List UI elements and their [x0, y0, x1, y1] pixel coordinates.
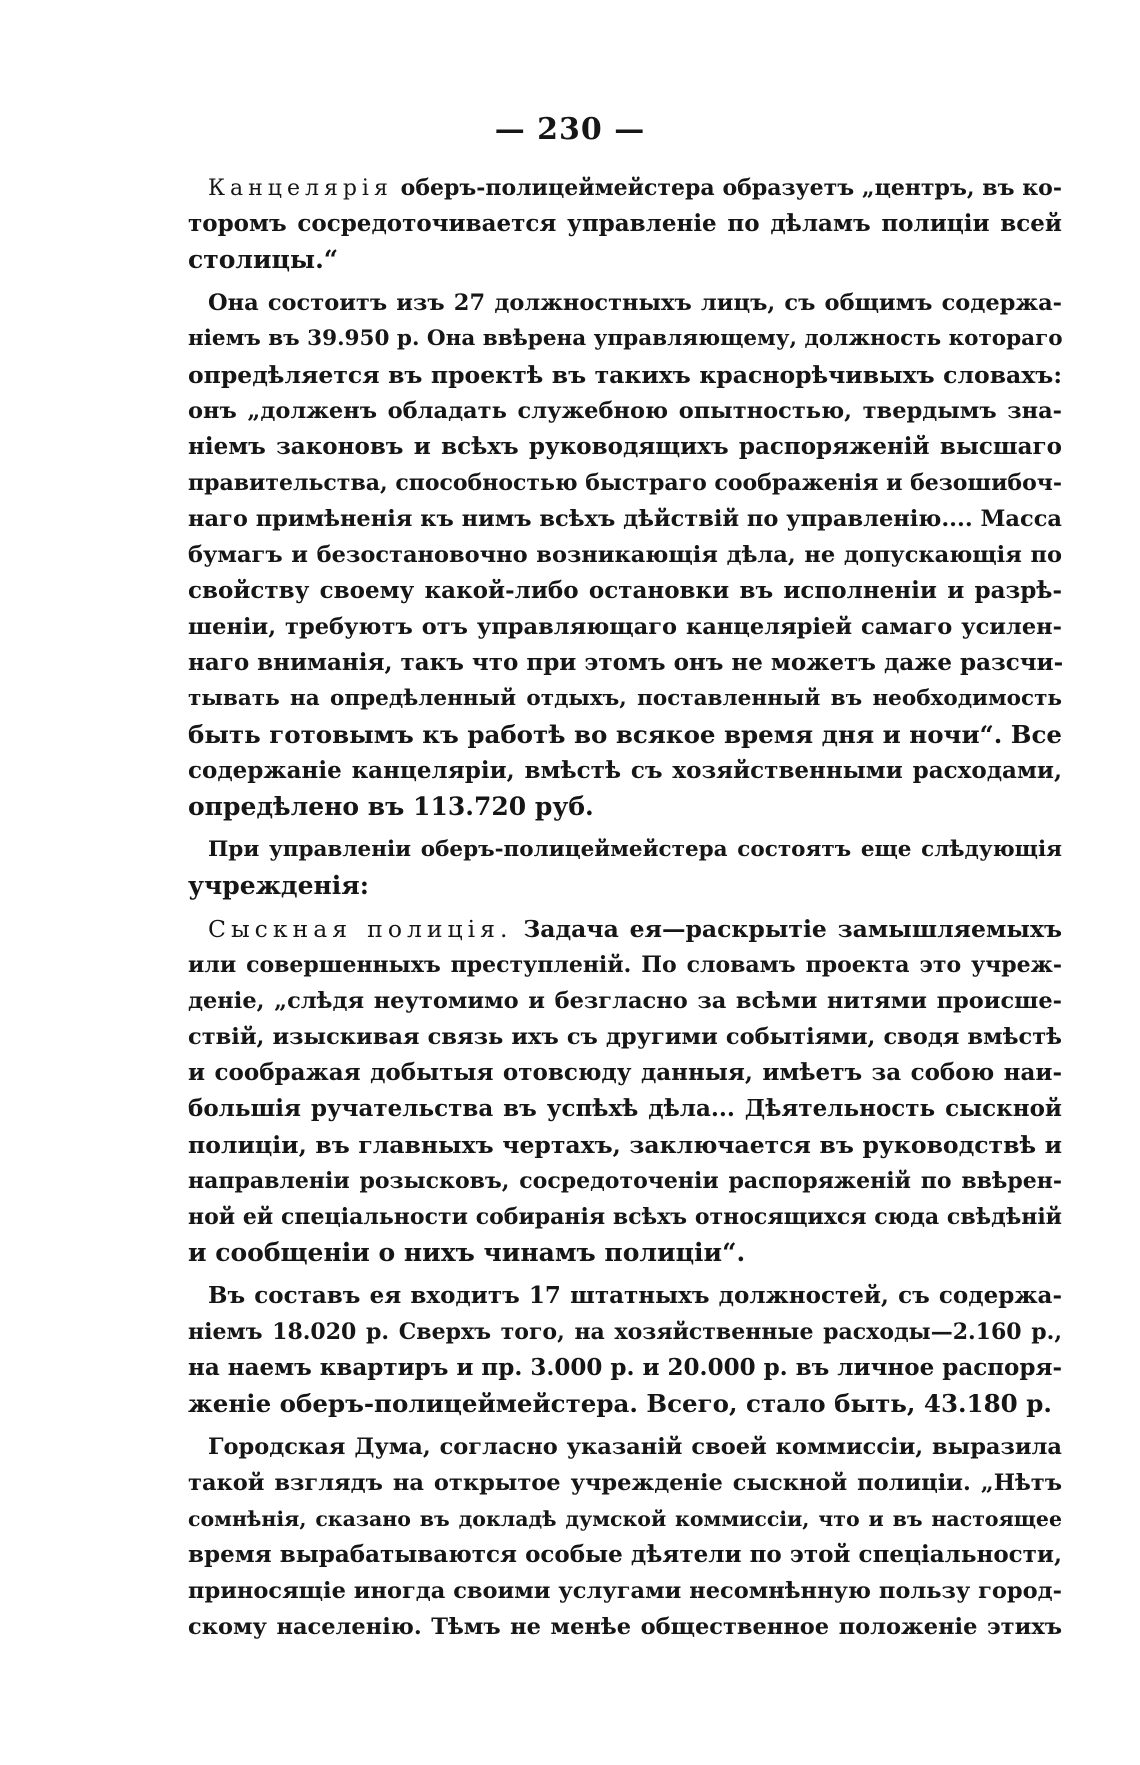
text-line: бумагъ и безостановочно возникающія дѣла, не допускающія по	[188, 542, 1062, 568]
text-line: такой взглядъ на открытое учрежденіе сыскной полиціи. „Нѣтъ	[188, 1470, 1062, 1496]
text-line: учрежденія:	[188, 871, 369, 900]
text-line: свойству своему какой-либо остановки въ исполненіи и разрѣ-	[188, 577, 1062, 604]
text-line: и соображая добытыя отовсюду данныя, имѣетъ за собою наи-	[188, 1059, 1062, 1086]
text-line: скому населенію. Тѣмъ не менѣе общественное положеніе этихъ	[188, 1614, 1062, 1640]
text-line: деніе, „слѣдя неутомимо и безгласно за всѣми нитями происше-	[188, 988, 1062, 1014]
text-line: Канцелярія оберъ-полицеймейстера образуетъ „центръ, въ ко-	[208, 175, 1062, 201]
text-line: опредѣлено въ 113.720 руб.	[188, 792, 594, 821]
body-text	[188, 170, 1062, 1645]
text-line: содержаніе канцеляріи, вмѣстѣ съ хозяйственными расходами,	[188, 757, 1062, 784]
text-line: полиціи, въ главныхъ чертахъ, заключается въ руководствѣ и	[188, 1131, 1062, 1159]
text-line: большія ручательства въ успѣхѣ дѣла... Дѣятельность сыскной	[188, 1095, 1062, 1122]
text-line: ніемъ въ 39.950 р. Она ввѣрена управляющему, должность котораго	[188, 326, 1063, 351]
text-line: Сыскная полиція. Задача ея—раскрытіе замышляемыхъ	[208, 915, 1062, 943]
text-line: быть готовымъ къ работѣ во всякое время дня и ночи“. Все	[188, 720, 1063, 749]
text-line: наго примѣненія къ нимъ всѣхъ дѣйствій по управленію.... Масса	[188, 506, 1062, 532]
text-line: столицы.“	[188, 245, 339, 274]
text-line: женіе оберъ-полицеймейстера. Всего, стало быть, 43.180 р.	[188, 1389, 1052, 1418]
text-line: ной ей спеціальности собиранія всѣхъ относящихся сюда свѣдѣній	[188, 1204, 1062, 1230]
text-line: время вырабатываются особые дѣятели по этой спеціальности,	[188, 1541, 1062, 1568]
text-line: Въ составъ ея входитъ 17 штатныхъ должностей, съ содержа-	[208, 1282, 1062, 1309]
text-line: приносящіе иногда своими услугами несомнѣнную пользу город-	[188, 1578, 1062, 1604]
text-line: направленіи розысковъ, сосредоточеніи распоряженій по ввѣрен-	[188, 1168, 1062, 1194]
page-number: — 230 —	[494, 112, 646, 147]
text-line: ніемъ законовъ и всѣхъ руководящихъ распоряженій высшаго	[188, 433, 1062, 460]
text-line: шеніи, требуютъ отъ управляющаго канцеляріей самаго усилен-	[188, 614, 1062, 640]
text-line: на наемъ квартиръ и пр. 3.000 р. и 20.000 р. въ личное распоря-	[188, 1354, 1063, 1381]
text-line: опредѣляется въ проектѣ въ такихъ краснорѣчивыхъ словахъ:	[188, 361, 1062, 389]
text-line: сомнѣнія, сказано въ докладѣ думской коммиссіи, что и въ настоящее	[188, 1507, 1062, 1531]
text-line: или совершенныхъ преступленій. По словамъ проекта это учреж-	[188, 952, 1062, 978]
spaced-heading: Сыскная полиція.	[208, 915, 513, 943]
text-line: и сообщеніи о нихъ чинамъ полиціи“.	[188, 1238, 746, 1267]
text-line: ніемъ 18.020 р. Сверхъ того, на хозяйственные расходы—2.160 р.,	[188, 1319, 1062, 1345]
text-line: наго вниманія, такъ что при этомъ онъ не можетъ даже разсчи-	[188, 649, 1064, 676]
text-line: Городская Дума, согласно указаній своей коммиссіи, выразила	[208, 1434, 1062, 1460]
text-line: тывать на опредѣленный отдыхъ, поставленный въ необходимость	[188, 686, 1062, 711]
text-line: правительства, способностью быстраго соображенія и безошибоч-	[188, 470, 1062, 496]
text-line: При управленіи оберъ-полицеймейстера состоятъ еще слѣдующія	[208, 837, 1062, 862]
text-line: онъ „долженъ обладать служебною опытностью, твердымъ зна-	[188, 398, 1062, 424]
text-line: ствій, изыскивая связь ихъ съ другими событіями, сводя вмѣстѣ	[188, 1024, 1062, 1050]
text-line: Она состоитъ изъ 27 должностныхъ лицъ, съ общимъ содержа-	[208, 290, 1062, 316]
spaced-heading: Канцелярія	[208, 176, 393, 201]
text-line: торомъ сосредоточивается управленіе по дѣламъ полиціи всей	[188, 210, 1062, 237]
